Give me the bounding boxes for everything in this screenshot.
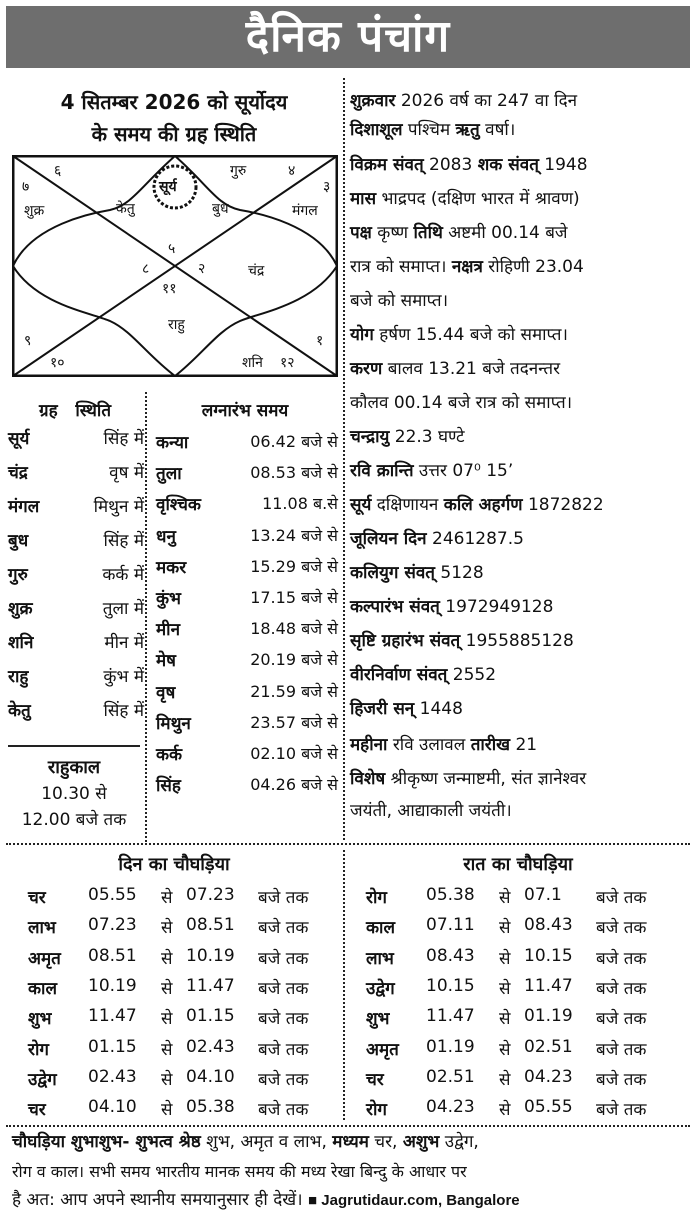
lagna-row [156, 524, 338, 551]
choghadiya-from: 11.47 [426, 1006, 475, 1027]
grah-position: मीन में [104, 633, 144, 653]
choghadiya-to: 10.15 [524, 945, 573, 966]
publisher-credit: ■ Jagrutidaur.com, Bangalore [308, 1192, 520, 1209]
house-4: ४ [288, 163, 296, 179]
choghadiya-to: 10.19 [186, 945, 235, 966]
choghadiya-se: से [499, 888, 511, 908]
choghadiya-name: शुभ [366, 1009, 390, 1030]
lagna-row [156, 492, 338, 519]
grah-position: कर्क में [102, 565, 144, 585]
choghadiya-name: काल [28, 978, 57, 999]
choghadiya-se: से [161, 978, 173, 999]
lagna-time: 13.24 बजे से [250, 525, 338, 545]
lagna-row [156, 711, 338, 738]
choghadiya-se: से [161, 948, 173, 969]
choghadiya-from: 05.55 [88, 885, 137, 905]
panchang-line-vishesh-2: जयंती, आद्याकाली जयंती। [350, 801, 512, 821]
panchang-line-mahina [350, 732, 690, 758]
choghadiya-se: से [499, 1009, 511, 1030]
chart-planet-budh: बुध [212, 201, 229, 217]
choghadiya-from: 08.51 [88, 945, 137, 966]
choghadiya-from: 04.23 [426, 1097, 475, 1118]
choghadiya-from: 05.38 [426, 885, 475, 905]
choghadiya-tak: बजे तक [258, 1039, 309, 1060]
chart-planet-mangal: मंगल [292, 203, 318, 219]
julian-key: जूलियन दिन [350, 529, 427, 549]
panchang-line-maas [350, 186, 690, 212]
choghadiya-to: 11.47 [186, 975, 235, 996]
choghadiya-from: 11.47 [88, 1006, 137, 1027]
panchang-line-karan [350, 356, 690, 382]
choghadiya-name: लाभ [366, 948, 394, 969]
choghadiya-to: 02.51 [524, 1036, 573, 1057]
choghadiya-name: रोग [366, 1100, 387, 1121]
choghadiya-tak: बजे तक [258, 888, 309, 908]
lagna-time: 11.08 ब.से [262, 494, 338, 514]
rahukaal-line2: 12.00 बजे तक [21, 810, 127, 830]
tithi-end: रात्र को समाप्त। [350, 257, 452, 277]
grah-name: सूर्य [8, 429, 30, 449]
choghadiya-from: 04.10 [88, 1097, 137, 1118]
grah-sthiti-heading [10, 398, 140, 421]
choghadiya-se: से [499, 978, 511, 999]
choghadiya-se: से [499, 1069, 511, 1090]
kali-key: कलि अहर्गण [443, 495, 523, 515]
choghadiya-to: 05.38 [186, 1097, 235, 1118]
choghadiya-row [28, 915, 348, 946]
grah-name: शनि [8, 633, 34, 653]
house-2: २ [198, 261, 206, 277]
choghadiya-row [366, 1037, 686, 1068]
lagna-name: कर्क [156, 745, 183, 765]
kranti-value: उत्तर 07⁰ 15’ [413, 461, 514, 481]
hijri-key: हिजरी सन् [350, 699, 415, 719]
lagna-time: 02.10 बजे से [250, 744, 338, 763]
mahina-key: महीना [350, 735, 388, 755]
choghadiya-to: 08.51 [186, 915, 235, 936]
chart-planet-rahu: राहु [168, 317, 185, 333]
julian-value: 2461287.5 [426, 529, 524, 549]
vishesh-value: श्रीकृष्ण जन्माष्टमी, संत ज्ञानेश्वर [385, 769, 587, 789]
house-6: ६ [54, 163, 62, 179]
panchang-line-julian [350, 526, 690, 552]
grah-name: राहु [8, 667, 29, 687]
surya-key: सूर्य [350, 495, 372, 515]
vaar-key: शुक्रवार [350, 91, 396, 111]
maas-value: भाद्रपद (दक्षिण भारत में श्रावण) [376, 189, 580, 209]
choghadiya-se: से [161, 1039, 173, 1060]
choghadiya-tak: बजे तक [258, 1100, 309, 1121]
panchang-line-vishesh [350, 766, 690, 792]
mahina-value: रवि उलावल [387, 735, 471, 755]
ritu-value: वर्षा। [479, 120, 516, 140]
grah-position: सिंह में [103, 531, 144, 551]
choghadiya-row [28, 1037, 348, 1068]
vikram-key: विक्रम संवत् [350, 155, 424, 175]
dishashool-key: दिशाशूल [350, 120, 403, 140]
rahukaal-divider [8, 745, 140, 747]
panchang-line-samvat [350, 152, 690, 178]
nakshatra-key: नक्षत्र [451, 257, 483, 277]
ritu-key: ऋतु [455, 120, 480, 140]
grah-name: गुरु [8, 565, 28, 585]
footer-val3: उद्वेग, [439, 1132, 479, 1152]
choghadiya-tak: बजे तक [596, 1100, 647, 1121]
house-9: ९ [24, 333, 32, 349]
lagna-row [156, 648, 338, 675]
choghadiya-row [28, 1097, 348, 1128]
choghadiya-name: चर [366, 1069, 384, 1090]
choghadiya-se: से [499, 918, 511, 939]
choghadiya-to: 11.47 [524, 975, 573, 996]
choghadiya-tak: बजे तक [596, 918, 647, 939]
panchang-line-kaliyug [350, 560, 690, 586]
choghadiya-row [28, 885, 348, 916]
choghadiya-row [366, 885, 686, 916]
panchang-line-nakshatra-end: बजे को समाप्त। [350, 291, 449, 311]
choghadiya-to: 07.1 [524, 885, 562, 905]
panchang-line-surya [350, 492, 690, 518]
lagna-time: 23.57 बजे से [250, 712, 338, 732]
house-8: ८ [142, 261, 150, 277]
choghadiya-se: से [499, 1100, 511, 1121]
house-7: ७ [22, 179, 30, 195]
chart-title-line2: के समय की ग्रह स्थिति [91, 122, 257, 146]
chandrayu-key: चन्द्रायु [350, 427, 390, 447]
lagna-time: 15.29 बजे से [250, 556, 338, 576]
lagna-name: धनु [156, 526, 176, 547]
kaliyug-value: 5128 [434, 563, 484, 583]
footer-key3: अशुभ [402, 1132, 440, 1152]
lagna-name: मेष [156, 651, 176, 672]
kali-value: 1872822 [522, 495, 604, 515]
choghadiya-row [366, 1006, 686, 1037]
choghadiya-row [366, 1097, 686, 1128]
panchang-line-nakshatra [350, 254, 690, 280]
surya-value: दक्षिणायन [371, 495, 444, 515]
grah-row [8, 494, 144, 521]
choghadiya-from: 07.23 [88, 915, 137, 936]
shaka-key: शक संवत् [477, 155, 539, 175]
vikram-value: 2083 [423, 155, 478, 175]
lagna-name: मीन [156, 620, 181, 641]
grah-row [8, 664, 144, 691]
choghadiya-tak: बजे तक [258, 918, 309, 939]
srishti-value: 1955885128 [460, 631, 574, 651]
karan-key: करण [350, 359, 383, 379]
choghadiya-row [366, 1067, 686, 1098]
tithi-key: तिथि [413, 223, 443, 243]
paksha-value: कृष्ण [371, 223, 414, 243]
chart-title-line1: 4 सितम्बर 2026 को सूर्योदय [60, 90, 288, 114]
yoga-key: योग [350, 325, 374, 345]
choghadiya-to: 01.19 [524, 1006, 573, 1027]
lagna-time: 18.48 बजे से [250, 619, 338, 639]
lagna-name: वृष [156, 682, 176, 703]
choghadiya-to: 01.15 [186, 1006, 235, 1027]
choghadiya-name: उद्वेग [366, 978, 395, 999]
choghadiya-to: 08.43 [524, 915, 573, 936]
section-divider [6, 843, 690, 845]
choghadiya-tak: बजे तक [596, 978, 647, 999]
footer-key1: चौघड़िया शुभाशुभ- शुभत्व श्रेष्ठ [12, 1132, 201, 1152]
choghadiya-from: 01.19 [426, 1036, 475, 1057]
choghadiya-row [366, 915, 686, 946]
rahukaal-box [8, 755, 140, 833]
panchang-line-srishti [350, 628, 690, 654]
grah-name: मंगल [8, 497, 40, 517]
page-title: दैनिक पंचांग [6, 6, 690, 68]
lagna-row [156, 586, 338, 613]
lagna-row [156, 773, 338, 800]
tarikh-value: 21 [510, 735, 538, 755]
grah-row [8, 528, 144, 555]
choghadiya-tak: बजे तक [596, 948, 647, 969]
choghadiya-from: 10.15 [426, 975, 475, 996]
choghadiya-row [366, 946, 686, 977]
grah-name: केतु [8, 701, 31, 721]
vaar-value: 2026 वर्ष का 247 वा दिन [395, 91, 578, 111]
panchang-line-hijri [350, 696, 690, 722]
lagna-name: कुंभ [156, 589, 182, 609]
grah-position: वृष में [109, 463, 144, 483]
choghadiya-name: रोग [28, 1039, 49, 1060]
choghadiya-se: से [161, 918, 173, 939]
choghadiya-row [28, 946, 348, 977]
night-choghadiya-heading: रात का चौघड़िया [463, 854, 573, 875]
grah-row [8, 426, 144, 453]
grah-position: तुला में [102, 599, 144, 619]
lagna-time: 17.15 बजे से [250, 588, 338, 607]
panchang-line-veer [350, 662, 690, 688]
choghadiya-name: शुभ [28, 1009, 52, 1030]
choghadiya-tak: बजे तक [258, 1069, 309, 1090]
chart-planet-shani: शनि [242, 355, 263, 371]
tarikh-key: तारीख [470, 735, 511, 755]
chart-title [6, 86, 342, 150]
choghadiya-from: 08.43 [426, 945, 475, 966]
choghadiya-name: रोग [366, 888, 387, 908]
choghadiya-from: 02.43 [88, 1066, 137, 1087]
footer-line1 [12, 1128, 688, 1157]
grah-row [8, 698, 144, 725]
lagna-time: 21.59 बजे से [250, 681, 338, 701]
lagna-name: तुला [156, 464, 182, 485]
choghadiya-tak: बजे तक [258, 978, 309, 999]
rahukaal-title: राहुकाल [47, 757, 101, 778]
birth-chart [12, 155, 338, 377]
grah-row [8, 630, 144, 657]
grah-position: सिंह में [103, 429, 144, 449]
column-divider [343, 78, 345, 840]
choghadiya-name: लाभ [28, 918, 56, 939]
choghadiya-from: 07.11 [426, 915, 475, 936]
choghadiya-to: 04.10 [186, 1066, 235, 1087]
grah-position: मिथुन में [93, 497, 144, 517]
grah-head-name: ग्रह [38, 401, 58, 421]
panchang-line-kranti [350, 458, 690, 484]
footer-val1: शुभ, अमृत व लाभ, [200, 1132, 333, 1152]
choghadiya-tak: बजे तक [258, 948, 309, 969]
grah-name: शुक्र [8, 599, 33, 619]
panchang-line-dishashool [350, 117, 690, 143]
house-1: १ [316, 333, 324, 349]
choghadiya-from: 10.19 [88, 975, 137, 996]
choghadiya-to: 05.55 [524, 1097, 573, 1118]
kalp-key: कल्पारंभ संवत् [350, 597, 440, 617]
choghadiya-se: से [161, 1009, 173, 1030]
choghadiya-from: 02.51 [426, 1066, 475, 1087]
yoga-value: हर्षण 15.44 बजे को समाप्त। [373, 325, 568, 345]
chart-planet-ketu: केतु [116, 201, 135, 217]
footer-note [12, 1128, 688, 1215]
kaliyug-key: कलियुग संवत् [350, 563, 435, 583]
chart-planet-shukra: शुक्र [24, 203, 45, 219]
choghadiya-name: चर [28, 888, 46, 908]
srishti-key: सृष्टि ग्रहारंभ संवत् [350, 631, 461, 651]
choghadiya-row [366, 976, 686, 1007]
veer-value: 2552 [447, 665, 497, 685]
kranti-key: रवि क्रान्ति [350, 461, 414, 481]
panchang-line-yoga [350, 322, 690, 348]
house-12: १२ [280, 355, 295, 371]
choghadiya-from: 01.15 [88, 1036, 137, 1057]
house-5: ५ [168, 241, 176, 257]
chandrayu-value: 22.3 घण्टे [389, 427, 465, 447]
choghadiya-tak: बजे तक [596, 1009, 647, 1030]
chart-sun-label: सूर्य [159, 179, 177, 195]
choghadiya-row [28, 976, 348, 1007]
grah-row [8, 562, 144, 589]
choghadiya-se: से [499, 948, 511, 969]
choghadiya-name: उद्वेग [28, 1069, 57, 1090]
kalp-value: 1972949128 [439, 597, 554, 617]
lagna-row [156, 555, 338, 582]
lagna-name: वृश्चिक [156, 495, 201, 516]
lagna-row [156, 742, 338, 769]
house-11: ११ [162, 281, 177, 297]
panchang-line-karan-2: कौलव 00.14 बजे रात्र को समाप्त। [350, 393, 573, 413]
chart-planet-chandra: चंद्र [248, 263, 265, 279]
chart-planet-guru: गुरु [230, 163, 247, 179]
paksha-key: पक्ष [350, 223, 372, 243]
choghadiya-name: काल [366, 918, 395, 939]
footer-line3 [12, 1186, 688, 1215]
choghadiya-tak: बजे तक [596, 888, 647, 908]
nakshatra-value: रोहिणी 23.04 [482, 257, 584, 277]
lagna-row [156, 680, 338, 707]
shaka-value: 1948 [538, 155, 588, 175]
lagna-time: 20.19 बजे से [250, 650, 338, 670]
choghadiya-name: अमृत [28, 948, 61, 969]
lagna-name: मिथुन [156, 713, 191, 734]
grah-head-pos: स्थिति [75, 401, 112, 421]
choghadiya-se: से [499, 1039, 511, 1060]
grah-name: बुध [8, 531, 29, 551]
panchang-line-kalp [350, 594, 690, 620]
grah-name: चंद्र [8, 463, 28, 483]
choghadiya-se: से [161, 1069, 173, 1090]
day-choghadiya-heading: दिन का चौघड़िया [118, 854, 230, 875]
grah-row [8, 460, 144, 487]
vishesh-key: विशेष [350, 769, 386, 789]
panchang-line-vaar [350, 88, 690, 114]
choghadiya-tak: बजे तक [596, 1039, 647, 1060]
karan-value: बालव 13.21 बजे तदनन्तर [382, 359, 561, 379]
panchang-line-paksha [350, 220, 690, 246]
grah-row [8, 596, 144, 623]
lagna-heading: लग्नारंभ समय [201, 401, 289, 421]
choghadiya-row [28, 1006, 348, 1037]
dishashool-value: पश्चिम [402, 120, 456, 140]
house-3: ३ [323, 179, 331, 195]
lagna-row [156, 617, 338, 644]
choghadiya-name: चर [28, 1100, 46, 1121]
lagna-name: सिंह [156, 776, 181, 797]
maas-key: मास [350, 189, 377, 209]
footer-line3-text: है अत: आप अपने स्थानीय समयानुसार ही देखें। [12, 1190, 309, 1210]
grah-position: सिंह में [103, 701, 144, 721]
choghadiya-to: 07.23 [186, 885, 235, 905]
footer-line2: रोग व काल। सभी समय भारतीय मानक समय की मध्य रेखा बिन्दु के आधार पर [12, 1162, 467, 1181]
lagna-row [156, 430, 338, 457]
choghadiya-to: 04.23 [524, 1066, 573, 1087]
grah-position: कुंभ में [103, 667, 144, 687]
lagna-name: कन्या [156, 433, 189, 453]
choghadiya-to: 02.43 [186, 1036, 235, 1057]
lagna-time: 04.26 बजे से [250, 775, 338, 795]
lagna-time: 06.42 बजे से [250, 432, 338, 451]
column-divider-lower [145, 392, 147, 842]
footer-val2: चर, [368, 1132, 403, 1152]
choghadiya-name: अमृत [366, 1039, 399, 1060]
lagna-name: मकर [156, 557, 187, 578]
hijri-value: 1448 [414, 699, 463, 719]
choghadiya-se: से [161, 888, 173, 908]
choghadiya-row [28, 1067, 348, 1098]
choghadiya-tak: बजे तक [258, 1009, 309, 1030]
veer-key: वीरनिर्वाण संवत् [350, 665, 448, 685]
house-10: १० [50, 355, 65, 371]
choghadiya-tak: बजे तक [596, 1069, 647, 1090]
choghadiya-se: से [161, 1100, 173, 1121]
lagna-row [156, 461, 338, 488]
lagna-time: 08.53 बजे से [250, 463, 338, 483]
footer-key2: मध्यम [332, 1132, 369, 1152]
tithi-value: अष्टमी 00.14 बजे [442, 223, 568, 243]
panchang-line-chandrayu [350, 424, 690, 450]
rahukaal-line1: 10.30 से [41, 784, 107, 804]
